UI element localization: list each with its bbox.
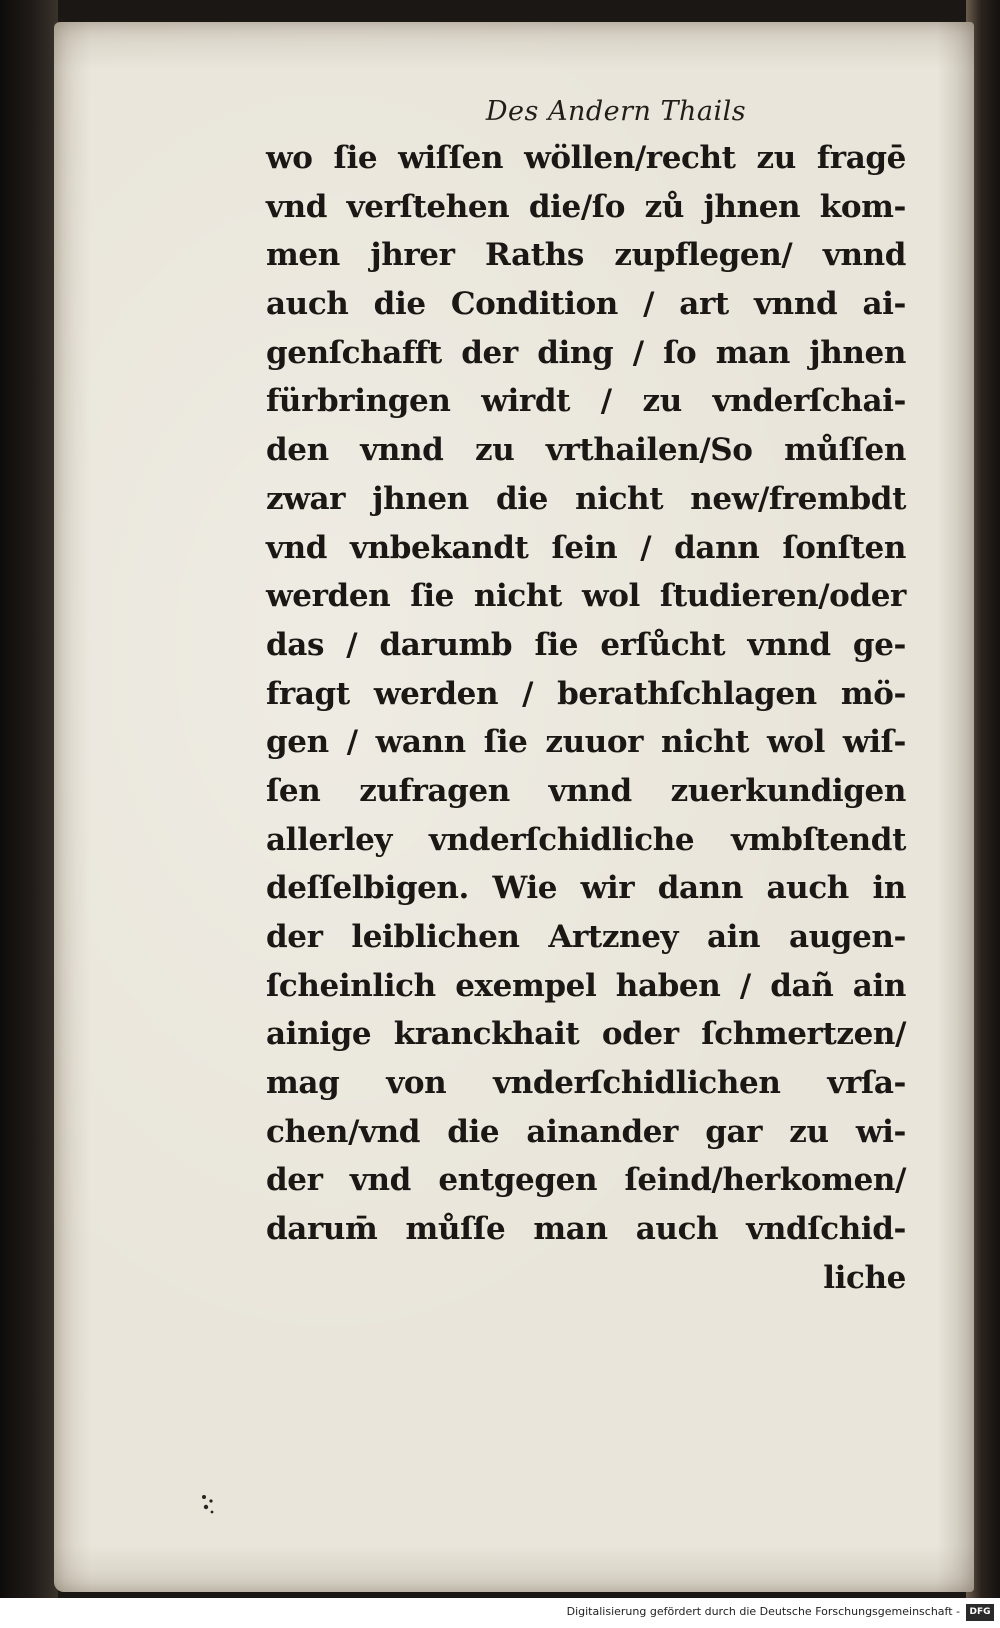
text-line: chen/vnd die ainander gar zu wi- xyxy=(266,1113,906,1150)
text-line: den vnnd zu vrthailen/So můſſen xyxy=(266,432,906,469)
dfg-logo: DFG xyxy=(966,1604,994,1621)
running-head: Des Andern Thails xyxy=(485,96,747,127)
text-line: men jhrer Raths zupflegen/ vnnd xyxy=(266,237,906,274)
text-line: fragt werden / berathſchlagen mö- xyxy=(266,675,906,712)
text-block xyxy=(266,90,906,1303)
text-line: wo ſie wiſſen wöllen/recht zu fragē xyxy=(266,140,906,176)
book-edge-left xyxy=(0,0,58,1628)
ink-specks xyxy=(198,1492,218,1518)
show-through-ink xyxy=(142,320,234,334)
text-line: fürbringen wirdt / zu vnderſchai- xyxy=(266,383,906,420)
footer-credit: Digitalisierung gefördert durch die Deutsche Forschungsgemeinschaft - xyxy=(566,1605,960,1618)
book-page xyxy=(54,22,974,1592)
text-line: der vnd entgegen ſeind/herkomen/ xyxy=(266,1162,906,1199)
text-line: vnd vnbekandt ſein / dann ſonſten xyxy=(266,529,906,566)
text-line: ainige kranckhait oder ſchmertzen/ xyxy=(266,1016,906,1053)
text-line: vnd verſtehen die/ſo zů jhnen kom- xyxy=(266,188,906,225)
text-line: gen / wann ſie zuuor nicht wol wiſ- xyxy=(266,724,906,761)
text-line: zwar jhnen die nicht new/frembdt xyxy=(266,480,906,517)
footer-bar xyxy=(0,1598,1000,1628)
text-line: werden ſie nicht wol ſtudieren/oder xyxy=(266,578,906,615)
text-line: mag von vnderſchidlichen vrſa- xyxy=(266,1065,906,1102)
text-line: auch die Condition / art vnnd ai- xyxy=(266,286,906,323)
text-line: ſcheinlich exempel haben / dañ ain xyxy=(266,967,906,1004)
text-line: genſchafft der ding / ſo man jhnen xyxy=(266,334,906,371)
text-line: ſen zufragen vnnd zuerkundigen xyxy=(266,772,906,809)
catchword: liche xyxy=(823,1259,906,1296)
text-line: der leiblichen Artzney ain augen- xyxy=(266,919,906,955)
text-line: deſſelbigen. Wie wir dann auch in xyxy=(266,870,906,907)
text-line: darum̄ můſſe man auch vndſchid- xyxy=(266,1211,906,1248)
text-line: das / darumb ſie erſůcht vnnd ge- xyxy=(266,626,906,663)
text-line: allerley vnderſchidliche vmbſtendt xyxy=(266,821,906,858)
